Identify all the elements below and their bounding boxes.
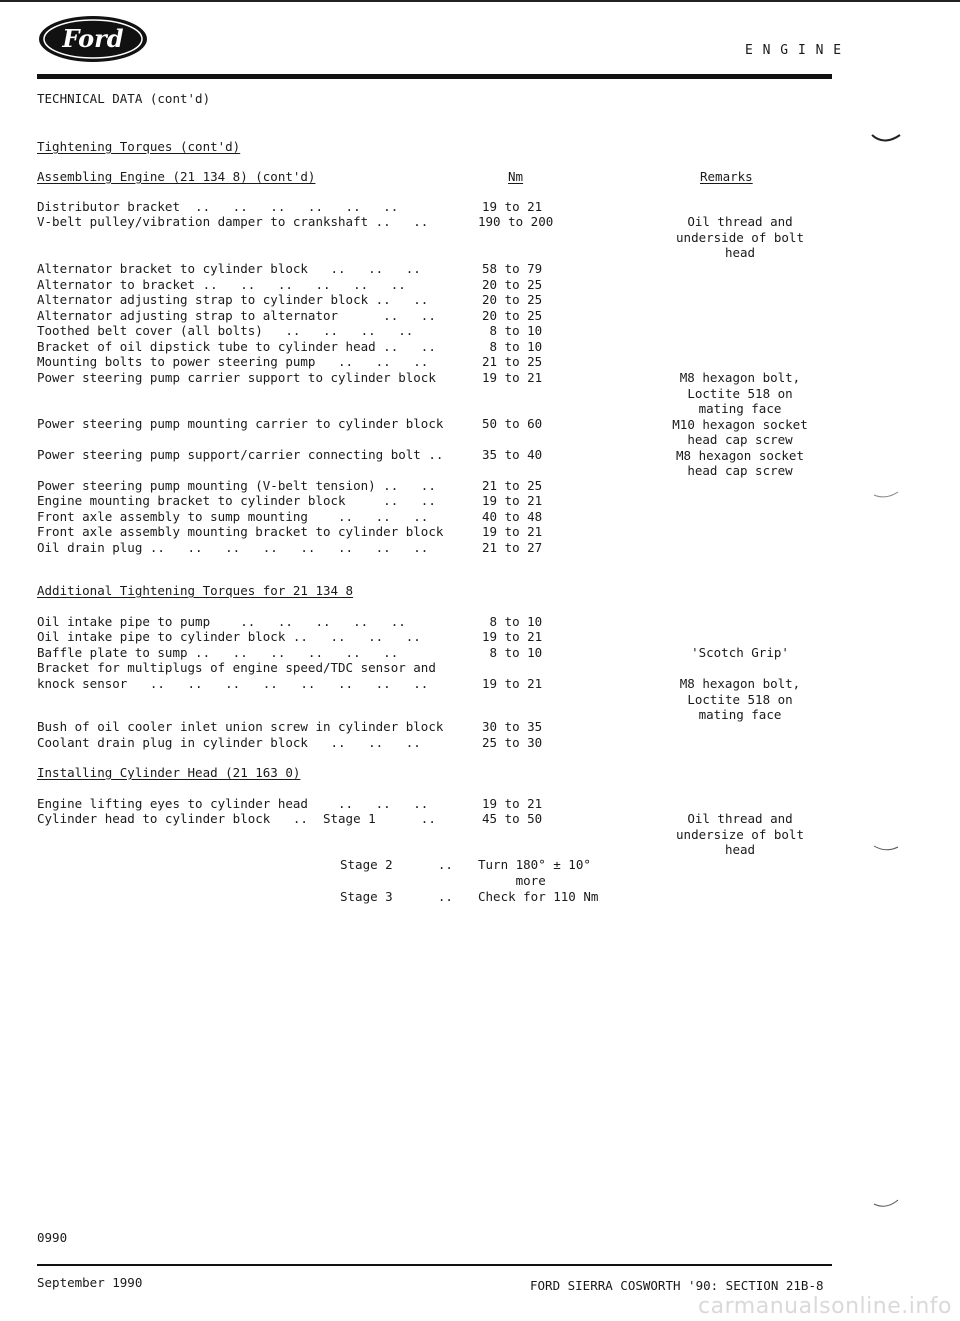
stage-3-value: Check for 110 Nm [478,889,599,904]
table-row-label: Front axle assembly to sump mounting .. .. .. [37,509,429,524]
table-row-label: Coolant drain plug in cylinder block .. .. .. [37,735,421,750]
table-row-value: 21 to 27 [482,540,543,555]
table-row-label: Power steering pump mounting (V-belt tension) .. .. [37,478,436,493]
margin-tick-icon [872,843,902,855]
stage-2-value: Turn 180° ± 10° more [478,857,591,888]
table-row-value: 19 to 21 [482,199,543,214]
column-header-remarks: Remarks [700,169,753,184]
table-row-value: 30 to 35 [482,719,543,734]
cylinder-head-title: Installing Cylinder Head (21 163 0) [37,765,301,780]
ford-logo [37,14,149,64]
stage-2-label: Stage 2 .. [340,857,453,872]
table-row-value: 20 to 25 [482,277,543,292]
remark-scotch-grip: 'Scotch Grip' [691,645,789,660]
group-title: Assembling Engine (21 134 8) (cont'd) [37,169,316,184]
table-row-value: 50 to 60 [482,416,543,431]
table-row-label: knock sensor .. .. .. .. .. .. .. .. [37,676,429,691]
footer-reference: FORD SIERRA COSWORTH '90: SECTION 21B-8 [530,1278,824,1293]
table-row-label: Front axle assembly mounting bracket to cylinder block [37,524,444,539]
table-row-label: Alternator adjusting strap to alternator .. .. [37,308,436,323]
top-border [0,0,960,2]
header-rule [37,74,832,79]
table-row-value: 35 to 40 [482,447,543,462]
table-row-label: Alternator to bracket .. .. .. .. .. .. [37,277,406,292]
footer-date: September 1990 [37,1275,143,1290]
document-code: 0990 [37,1230,68,1245]
table-row-value: 8 to 10 [482,645,543,660]
table-row-label: Distributor bracket .. .. .. .. .. .. [37,199,399,214]
table-row-value: 190 to 200 [478,214,554,229]
table-row-label: Bush of oil cooler inlet union screw in cylinder block [37,719,444,734]
remark-hexagon-bolts: M8 hexagon bolt, Loctite 518 on mating face M10 hexagon socket head cap screw M8 hexagon socket head cap screw [672,370,808,478]
footer-rule [37,1264,832,1266]
remark-undersize-bolt: Oil thread and undersize of bolt head [676,811,804,857]
margin-tick-icon [872,490,902,502]
margin-tick-icon [870,132,904,146]
additional-title: Additional Tightening Torques for 21 134 8 [37,583,354,598]
table-row-value: 25 to 30 [482,735,543,750]
ford-oval-icon [37,14,149,64]
table-row-label: Power steering pump support/carrier connecting bolt .. [37,447,444,462]
table-row-label: Power steering pump mounting carrier to cylinder block [37,416,444,431]
sub-heading: Tightening Torques (cont'd) [37,139,241,154]
table-row-value: 40 to 48 [482,509,543,524]
table-row-value: 19 to 21 [482,796,543,811]
table-row-label: Engine mounting bracket to cylinder block .. .. [37,493,436,508]
table-row-label: Bracket of oil dipstick tube to cylinder head .. .. [37,339,436,354]
table-row-label: Alternator adjusting strap to cylinder block .. .. [37,292,429,307]
page-heading: TECHNICAL DATA (cont'd) [37,91,211,106]
column-header-nm: Nm [508,169,524,184]
table-row-value: 8 to 10 [482,339,543,354]
table-row-label: Baffle plate to sump .. .. .. .. .. .. [37,645,399,660]
table-row-label: Alternator bracket to cylinder block .. .. .. [37,261,421,276]
table-row-label: Oil intake pipe to cylinder block .. .. .. .. [37,629,421,644]
table-row-label: Oil drain plug .. .. .. .. .. .. .. .. [37,540,429,555]
table-row-value: 45 to 50 [482,811,543,826]
table-row-label: Bracket for multiplugs of engine speed/TDC sensor and [37,660,436,675]
table-row-label: Mounting bolts to power steering pump .. .. .. [37,354,429,369]
table-row-value: 8 to 10 [482,323,543,338]
table-row-value: 19 to 21 [482,370,543,385]
table-row-value: 20 to 25 [482,292,543,307]
table-row-label: Engine lifting eyes to cylinder head .. .. .. [37,796,429,811]
watermark: carmanualsonline.info [698,1294,952,1319]
stage-3-label: Stage 3 .. [340,889,453,904]
table-row-value: 21 to 25 [482,478,543,493]
table-row-value: 20 to 25 [482,308,543,323]
table-row-value: 58 to 79 [482,261,543,276]
table-row-label: Power steering pump carrier support to cylinder block [37,370,436,385]
remark-knock-sensor: M8 hexagon bolt, Loctite 518 on mating face [679,676,801,722]
table-row-value: 19 to 21 [482,676,543,691]
table-row-value: 21 to 25 [482,354,543,369]
table-row-label: Cylinder head to cylinder block .. Stage 1 .. [37,811,436,826]
table-row-label: V-belt pulley/vibration damper to crankshaft .. .. [37,214,429,229]
margin-tick-icon [872,1198,902,1212]
section-title: E N G I N E [745,43,843,58]
table-row-value: 19 to 21 [482,524,543,539]
ford-logo-text: Ford [62,24,124,53]
table-row-label: Toothed belt cover (all bolts) .. .. .. .. [37,323,414,338]
table-row-value: 19 to 21 [482,629,543,644]
table-row-label: Oil intake pipe to pump .. .. .. .. .. [37,614,406,629]
remark-oil-thread: Oil thread and underside of bolt head [676,214,804,260]
table-row-value: 19 to 21 [482,493,543,508]
table-row-value: 8 to 10 [482,614,543,629]
